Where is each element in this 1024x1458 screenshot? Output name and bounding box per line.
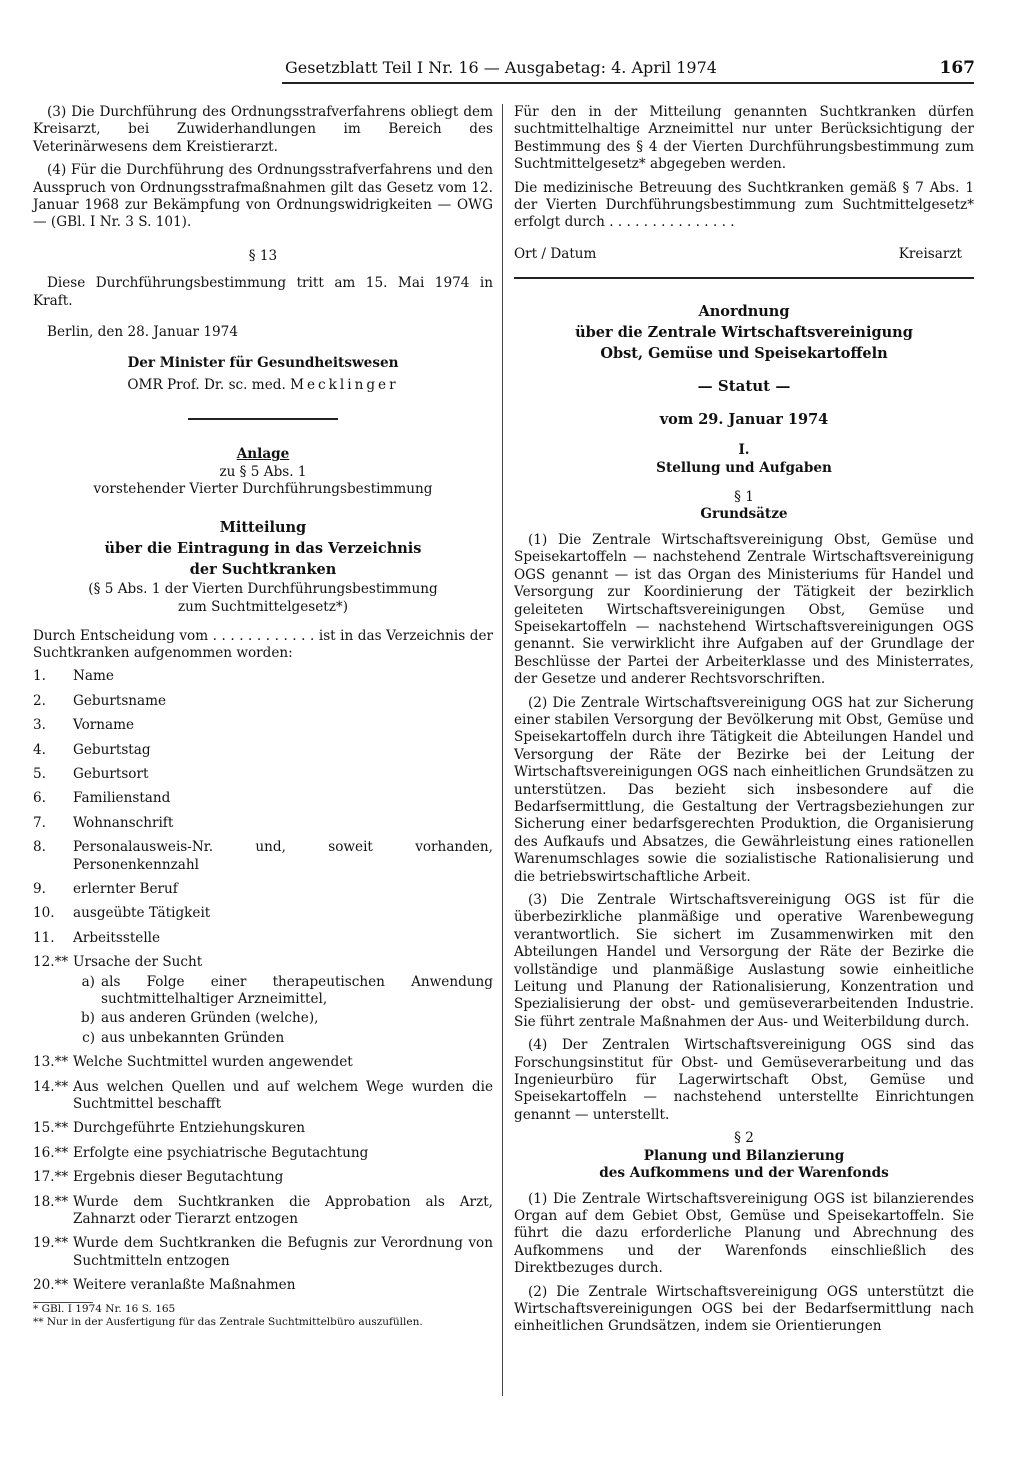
section-2-paragraph-1: (1) Die Zentrale Wirtschaftsvereinigung OGS ist bilanzierendes Organ auf dem Gebiet Obst, Gemüse und Speisekartoffeln. Sie führt die dazu erforderliche Planung und Abrechnung des Aufkommens und der Warenfonds einschließlich des Direktbezuges durch. [514, 1190, 974, 1277]
separator-rule-right [514, 277, 974, 279]
column-divider [502, 104, 503, 1396]
list-subitem: b) aus anderen Gründen (welche), [80, 1010, 319, 1027]
anordnung-line-2: über die Zentrale Wirtschaftsvereinigung [575, 324, 913, 342]
list-item: 10. ausgeübte Tätigkeit [33, 905, 211, 922]
mitteilung-sub-2: zum Suchtmittelgesetz*) [177, 598, 349, 615]
list-item: 11. Arbeitsstelle [33, 929, 161, 946]
section-13-text: Diese Durchführungsbestimmung tritt am 15. Mai 1974 in Kraft. [33, 275, 493, 309]
list-item: 18.** Wurde dem Suchtkranken die Approbation als Arzt, Zahnarzt oder Tierarzt entzogen [33, 1193, 493, 1228]
kreisarzt-label: Kreisarzt [898, 245, 962, 262]
list-item: 12.** Ursache der Sucht [33, 954, 203, 971]
form-paragraph-1: Für den in der Mitteilung genannten Suchtkranken dürfen suchtmittelhaltige Arzneimittel nur unter Berücksichtigung der Bestimmung des § 4 der Vierten Durchführungsbestimmung zum Suchtmittelgesetz* abgegeben werden. [514, 104, 974, 173]
minister-name: Mecklinger [290, 376, 399, 393]
header-title: Gesetzblatt Teil I Nr. 16 — Ausgabetag: 4. April 1974 [285, 58, 717, 77]
header-rule [282, 82, 974, 84]
place-date: Berlin, den 28. Januar 1974 [47, 324, 238, 341]
list-item: 14.** Aus welchen Quellen und auf welchem Wege wurden die Suchtmittel beschafft [33, 1078, 493, 1113]
list-item: 8. Personalausweis-Nr. und, soweit vorhanden, Personenkennzahl [33, 839, 493, 873]
mitteilung-line-2: über die Eintragung in das Verzeichnis [104, 539, 422, 557]
mitteilung-sub-1: (§ 5 Abs. 1 der Vierten Durchführungsbestimmung [88, 580, 438, 597]
section-1-heading: § 1 [734, 489, 754, 506]
separator-rule [188, 418, 338, 420]
section-2-paragraph-2: (2) Die Zentrale Wirtschaftsvereinigung OGS unterstützt die Wirtschaftsvereinigungen OGS bei der Bedarfsermittlung nach einheitlichen Grundsätzen, indem sie Orientierungen [514, 1283, 974, 1335]
anordnung-heading [514, 301, 974, 430]
list-item: 5. Geburtsort [33, 765, 149, 782]
part-title: Stellung und Aufgaben [656, 459, 832, 476]
minister-prefix: OMR Prof. Dr. sc. med. [127, 376, 286, 393]
signature-row [514, 246, 974, 263]
page-number: 167 [939, 58, 975, 78]
list-item: 17.** Ergebnis dieser Begutachtung [33, 1169, 284, 1186]
list-item: 7. Wohnanschrift [33, 814, 174, 831]
page-header [285, 58, 975, 82]
list-item: 3. Vorname [33, 717, 135, 734]
list-subitem: c) aus unbekannten Gründen [82, 1029, 285, 1046]
mitteilung-intro: Durch Entscheidung vom . . . . . . . . . . . . ist in das Verzeichnis der Suchtkranken aufgenommen worden: [33, 627, 493, 661]
list-item: 13.** Welche Suchtmittel wurden angewendet [33, 1054, 353, 1071]
anlage-ref-1: zu § 5 Abs. 1 [219, 463, 307, 480]
anordnung-date: vom 29. Januar 1974 [659, 411, 829, 429]
list-subitem: a) als Folge einer therapeutischen Anwendung suchtmittelhaltiger Arzneimittel, [81, 973, 493, 1007]
mitteilung-heading [33, 517, 493, 616]
footnote-1: * GBl. I 1974 Nr. 16 S. 165 [33, 1302, 176, 1315]
section-2-title-2: des Aufkommens und der Warenfonds [599, 1165, 889, 1182]
section-2-heading: § 2 [734, 1130, 754, 1147]
section-2-title-1: Planung und Bilanzierung [643, 1147, 845, 1164]
right-column [514, 104, 974, 1342]
section-13-heading: § 13 [248, 247, 278, 264]
statut-label: — Statut — [697, 377, 791, 396]
field-list [33, 668, 493, 1294]
list-item: 19.** Wurde dem Suchtkranken die Befugnis zur Verordnung von Suchtmitteln entzogen [33, 1235, 493, 1269]
minister-title: Der Minister für Gesundheitswesen [127, 355, 399, 372]
minister-signature [33, 377, 493, 394]
section-1-title: Grundsätze [700, 506, 788, 523]
footnote-2: ** Nur in der Ausfertigung für das Zentrale Suchtmittelbüro auszufüllen. [33, 1315, 423, 1328]
section-1-paragraph-4: (4) Der Zentralen Wirtschaftsvereinigung OGS sind das Forschungsinstitut für Obst- und Gemüseverarbeitung und das Ingenieurbüro für Lagerwirtschaft Obst, Gemüse und Speisekartoffeln — nachstehend unterstellte Einrichtungen genannt — unterstellt. [514, 1037, 974, 1123]
anordnung-line-1: Anordnung [698, 303, 790, 321]
list-item: 20.** Weitere veranlaßte Maßnahmen [33, 1277, 296, 1294]
ort-datum-label: Ort / Datum [514, 245, 597, 262]
anlage-ref-2: vorstehender Vierter Durchführungsbestimmung [93, 481, 433, 498]
part-number: I. [738, 442, 750, 459]
paragraph-4: (4) Für die Durchführung des Ordnungsstrafverfahrens und den Ausspruch von Ordnungsstrafmaßnahmen gilt das Gesetz vom 12. Januar 1968 zur Bekämpfung von Ordnungswidrigkeiten — OWG — (GBl. I Nr. 3 S. 101). [33, 162, 493, 231]
mitteilung-line-3: der Suchtkranken [189, 560, 337, 578]
list-item: 15.** Durchgeführte Entziehungskuren [33, 1120, 306, 1137]
list-item: 4. Geburtstag [33, 741, 151, 758]
section-1-paragraph-1: (1) Die Zentrale Wirtschaftsvereinigung Obst, Gemüse und Speisekartoffeln — nachstehend Zentrale Wirtschaftsvereinigung OGS genannt — ist das Organ des Ministeriums für Handel und Versorgung zur Koordinierung der Tätigkeit der bezirklich geleiteten Wirtschaftsvereinigungen Obst, Gemüse und Speisekartoffeln — nachstehend Wirtschaftsvereinigungen OGS genannt. Sie verwirklicht ihre Aufgaben auf der Grundlage der Beschlüsse der Partei der Arbeiterklasse und des Ministerrates, der Gesetze und anderer Rechtsvorschriften. [514, 531, 974, 688]
anordnung-line-3: Obst, Gemüse und Speisekartoffeln [600, 345, 888, 363]
section-1-paragraph-3: (3) Die Zentrale Wirtschaftsvereinigung OGS ist für die überbezirkliche planmäßige und operative Warenbewegung verantwortlich. Sie sichert im Zusammenwirken mit den Abteilungen Handel und Versorgung der Räte der Bezirke die vollständige und planmäßige Auslastung sowie einheitliche Leitung und Planung der Rationalisierung, Konzentration und Spezialisierung der obst- und gemüseverarbeitenden Industrie. Sie führt zentrale Maßnahmen der Aus- und Weiterbildung durch. [514, 892, 974, 1030]
mitteilung-line-1: Mitteilung [219, 518, 307, 536]
anlage-title: Anlage [236, 446, 290, 463]
paragraph-3: (3) Die Durchführung des Ordnungsstrafverfahrens obliegt dem Kreisarzt, bei Zuwiderhandlungen im Bereich des Veterinärwesens dem Kreistierarzt. [33, 104, 493, 155]
list-item: 16.** Erfolgte eine psychiatrische Begutachtung [33, 1144, 369, 1161]
list-item: 1. Name [33, 668, 114, 685]
left-column [33, 104, 493, 1329]
list-item: 6. Familienstand [33, 790, 171, 807]
section-1-paragraph-2: (2) Die Zentrale Wirtschaftsvereinigung OGS hat zur Sicherung einer stabilen Versorgung der Bevölkerung mit Obst, Gemüse und Speisekartoffeln durch ihre Tätigkeit die Abteilungen Handel und Versorgung der Räte der Bezirke bei der Leitung der Wirtschaftsvereinigungen OGS nach einheitlichen Grundsätzen zu unterstützen. Das bezieht sich insbesondere auf die Bedarfsermittlung, die Gestaltung der Vertragsbeziehungen zur Sicherung einer bedarfsgerechten Produktion, die Organisierung des Aufkaufs und Absatzes, die Gewährleistung eines rationellen Warenumschlages sowie die sozialistische Rationalisierung und die betriebswirtschaftliche Arbeit. [514, 694, 974, 885]
list-item: 9. erlernter Beruf [33, 880, 178, 897]
list-item: 2. Geburtsname [33, 692, 167, 709]
form-paragraph-2: Die medizinische Betreuung des Suchtkranken gemäß § 7 Abs. 1 der Vierten Durchführungsbestimmung zum Suchtmittelgesetz* erfolgt durch . . . . . . . . . . . . . . . [514, 179, 974, 231]
